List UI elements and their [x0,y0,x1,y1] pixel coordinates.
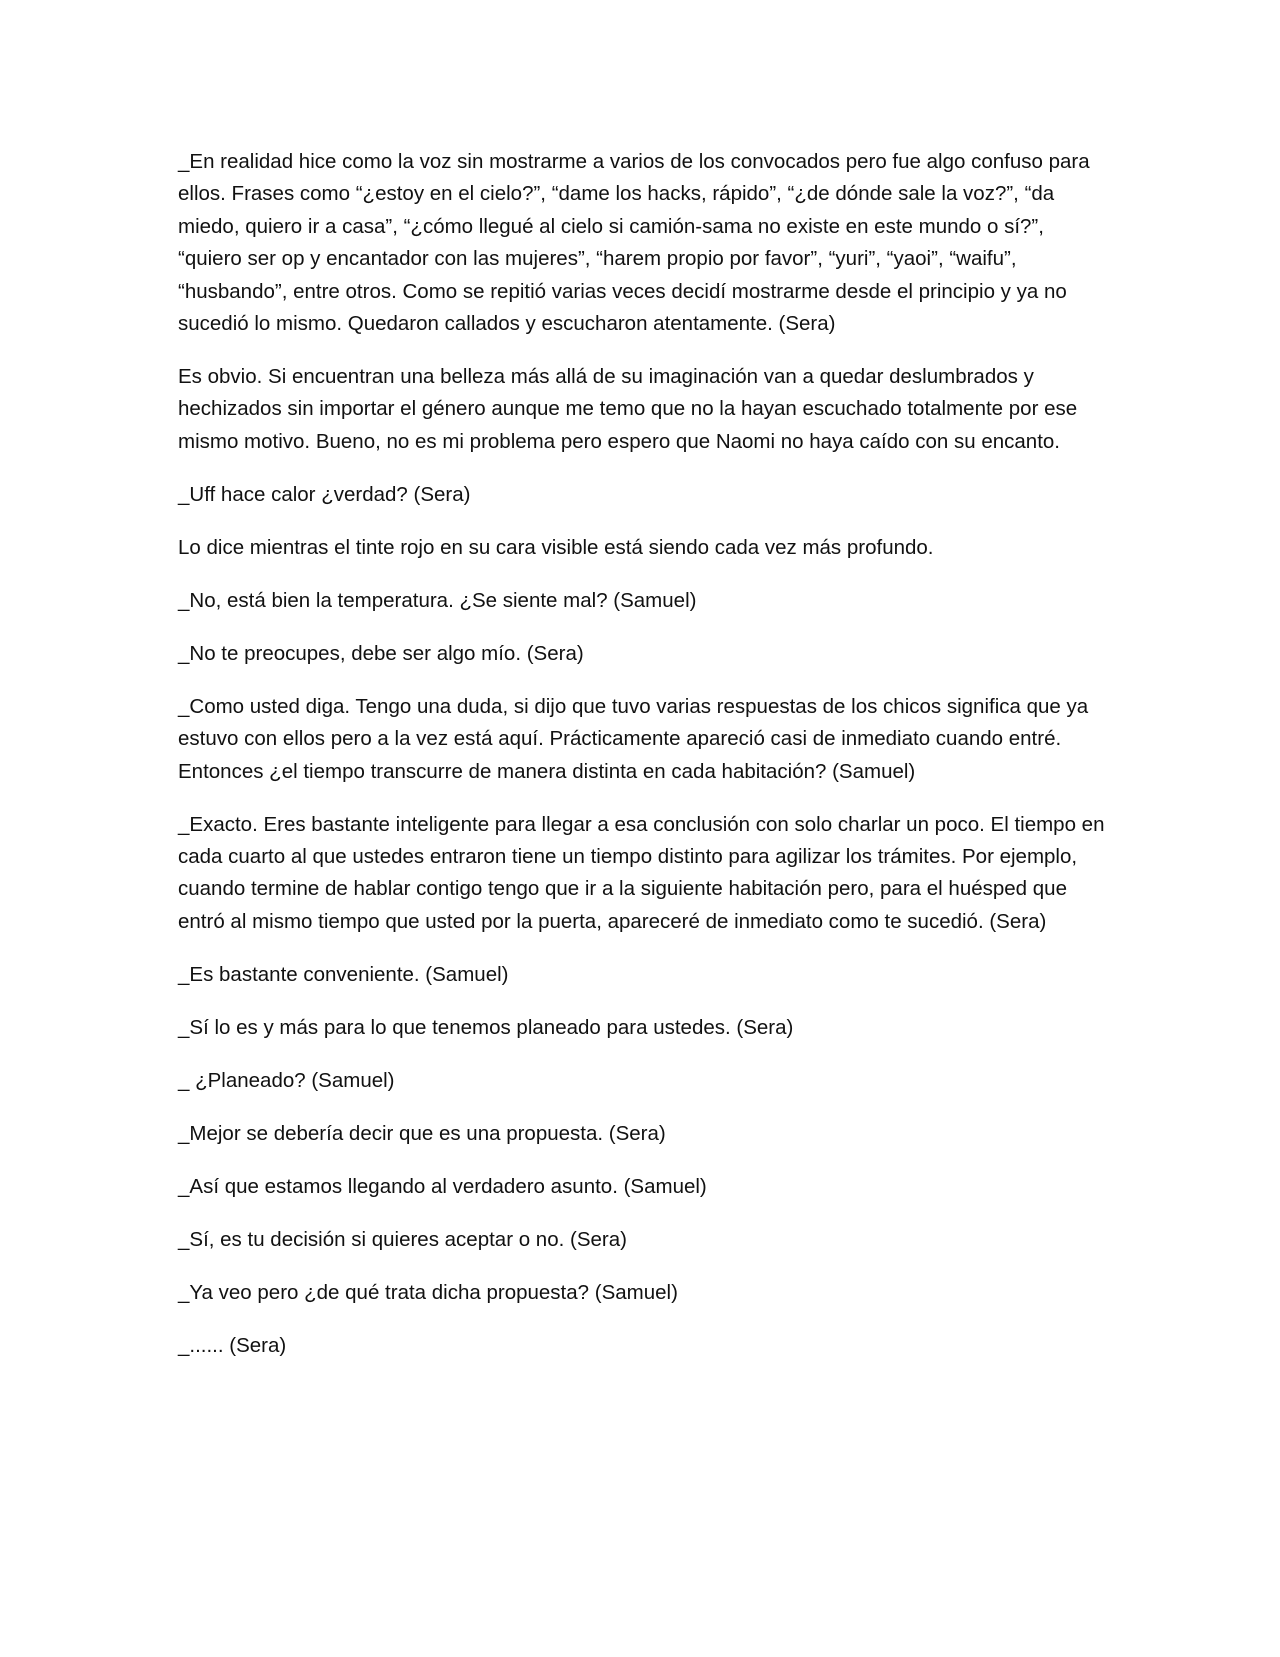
paragraph: Es obvio. Si encuentran una belleza más allá de su imaginación van a quedar deslumbrados y hechizados sin importar el género aunque me temo que no la hayan escuchado totalmente por ese mismo motivo. Bueno, no es mi problema pero espero que Naomi no haya caído con su encanto. [178,365,1078,453]
paragraph: _Es bastante conveniente. (Samuel) [178,962,509,986]
paragraph: _Como usted diga. Tengo una duda, si dijo que tuvo varias respuestas de los chicos significa que ya estuvo con ellos pero a la vez está aquí. Prácticamente apareció casi de inmediato cuando entré. Entonces ¿el tiempo transcurre de manera distinta en cada habitación? (Samuel) [178,694,1089,783]
paragraph: _Sí lo es y más para lo que tenemos planeado para ustedes. (Sera) [178,1015,794,1039]
paragraph: _ ¿Planeado? (Samuel) [178,1068,395,1092]
paragraph: _...... (Sera) [178,1333,287,1357]
paragraph: _Exacto. Eres bastante inteligente para llegar a esa conclusión con solo charlar un poco. El tiempo en cada cuarto al que ustedes entraron tiene un tiempo distinto para agilizar los trámites. Por ejemplo, cuando termine de hablar contigo tengo que ir a la siguiente habitación pero, para el huésped que entró al mismo tiempo que usted por la puerta, apareceré de inmediato como te sucedió. (Sera) [178,812,1105,933]
paragraph: _Sí, es tu decisión si quieres aceptar o no. (Sera) [178,1227,627,1251]
document-body [178,146,1108,1383]
paragraph: _No te preocupes, debe ser algo mío. (Sera) [178,641,584,665]
paragraph: _Uff hace calor ¿verdad? (Sera) [178,482,471,506]
paragraph: _Mejor se debería decir que es una propuesta. (Sera) [178,1121,666,1145]
paragraph: _En realidad hice como la voz sin mostrarme a varios de los convocados pero fue algo confuso para ellos. Frases como “¿estoy en el cielo?”, “dame los hacks, rápido”, “¿de dónde sale la voz?”, “da miedo, quiero ir a casa”, “¿cómo llegué al cielo si camión-sama no existe en este mundo o sí?”, “quiero ser op y encantador con las mujeres”, “harem propio por favor”, “yuri”, “yaoi”, “waifu”, “husbando”, entre otros. Como se repitió varias veces decidí mostrarme desde el principio y ya no sucedió lo mismo. Quedaron callados y escucharon atentamente. (Sera) [178,150,1090,336]
paragraph: _Así que estamos llegando al verdadero asunto. (Samuel) [178,1174,707,1198]
paragraph: Lo dice mientras el tinte rojo en su cara visible está siendo cada vez más profundo. [178,535,934,559]
paragraph: _Ya veo pero ¿de qué trata dicha propuesta? (Samuel) [178,1280,678,1304]
paragraph: _No, está bien la temperatura. ¿Se siente mal? (Samuel) [178,588,697,612]
